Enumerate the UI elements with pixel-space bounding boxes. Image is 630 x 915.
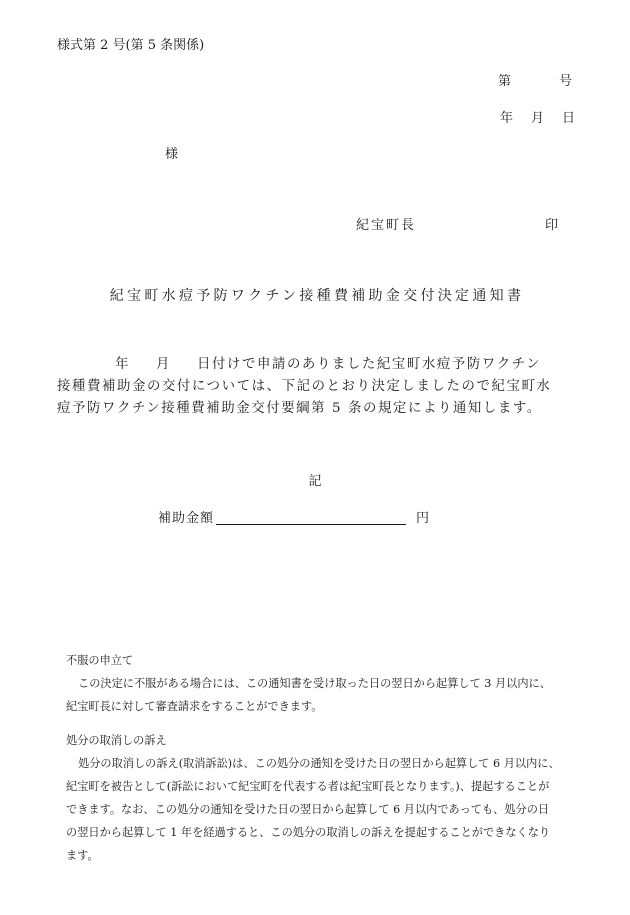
document-title: 紀宝町水痘予防ワクチン接種費補助金交付決定通知書 [109,288,525,304]
objection-line-1-text: この決定に不服がある場合には、この通知書を受け取った日の翌日から起算して 3 月以内に、 [78,677,551,690]
notice-body [57,354,579,420]
revocation-heading: 処分の取消しの訴え [66,734,167,747]
issue-date [500,107,575,126]
document-number-prefix: 第 [498,74,512,89]
issue-date-day: 日 [562,111,576,126]
body-month: 月 [156,357,171,372]
document-number-suffix: 号 [559,74,573,89]
subsidy-amount-unit: 円 [416,511,431,526]
revocation-notice [66,729,586,867]
revocation-line-1 [66,752,586,775]
objection-heading: 不服の申立て [66,654,134,667]
revocation-line-2: 紀宝町を被告として(訴訟において紀宝町を代表する者は紀宝町長となります。)、提起することが [66,780,550,793]
issue-date-month: 月 [531,111,545,126]
notice-body-line-3: 痘予防ワクチン接種費補助金交付要綱第 5 条の規定により通知します。 [57,401,542,416]
seal-mark: 印 [545,218,559,233]
objection-line-2: 紀宝町長に対して審査請求をすることができます。 [66,700,323,713]
subsidy-amount-label: 補助金額 [158,511,215,526]
notice-body-line-1 [57,354,579,376]
revocation-line-3: できます。なお、この処分の通知を受けた日の翌日から起算して 6 月以内であっても、処分の日 [66,803,550,816]
notice-body-line-2: 接種費補助金の交付については、下記のとおり決定しましたので紀宝町水 [57,379,552,394]
subsidy-amount-row [158,507,430,526]
objection-notice [66,649,586,718]
subsidy-amount-blank [216,509,406,525]
revocation-line-5: ます。 [66,849,99,862]
issue-date-year: 年 [500,111,514,126]
revocation-line-4: の翌日から起算して 1 年を経過すると、この処分の取消しの訴えを提起することができなくなり [66,826,551,839]
form-number: 様式第 2 号(第 5 条関係) [57,38,205,53]
objection-line-1 [66,672,586,695]
sender-name: 紀宝町長 [356,218,417,233]
body-line-1-rest: 日付けで申請のありました紀宝町水痘予防ワクチン [197,357,542,372]
ki-heading: 記 [308,474,322,489]
addressee: 様 [165,147,179,162]
revocation-line-1-text: 処分の取消しの訴え(取消訴訟)は、この処分の通知を受けた日の翌日から起算して 6 月以内に、 [78,757,560,770]
document-number [498,70,572,89]
body-year: 年 [115,357,130,372]
